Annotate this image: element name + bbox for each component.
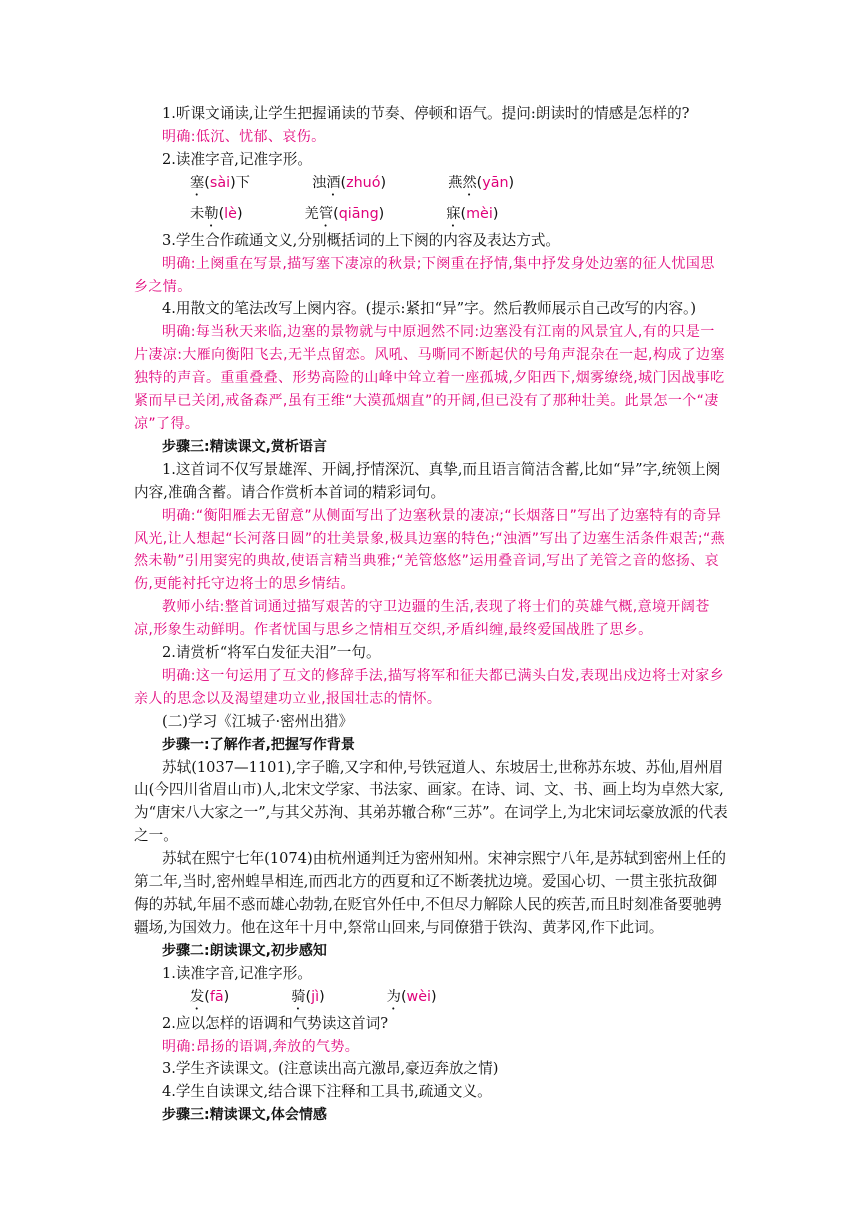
body-text: 2.应以怎样的语调和气势读这首词?: [162, 1014, 389, 1032]
body-text: 2.读准字音,记准字形。: [162, 150, 312, 168]
pronunciation-item: 羌管(qiāng): [304, 205, 385, 222]
pinyin: wèi: [406, 988, 431, 1005]
step-heading: 步骤三:精读课文,体会情感: [162, 1107, 327, 1124]
pinyin: mèi: [466, 205, 493, 222]
pronunciation-item: 为(wèi): [386, 988, 437, 1005]
pinyin: jì: [311, 988, 320, 1005]
pinyin: qiāng: [338, 205, 379, 222]
pinyin: lè: [224, 205, 237, 222]
pronunciation-item: 发(fā): [190, 988, 230, 1005]
body-text: 1.这首词不仅写景雄浑、开阔,抒情深沉、真挚,而且语言简洁含蓄,比如“异”字,统领上阕内容,准确含蓄。请合作赏析本首词的精彩词句。: [134, 460, 721, 501]
answer-text: 明确:昂扬的语调,奔放的气势。: [162, 1038, 360, 1055]
pronunciation-item: 骑(jì): [291, 988, 325, 1005]
target-char: 为: [386, 988, 401, 1005]
target-char: 寐: [446, 205, 461, 222]
pronunciation-row: [134, 172, 728, 199]
body-text: 1.读准字音,记准字形。: [162, 964, 312, 982]
word-char: 羌: [304, 205, 319, 222]
pinyin: sài: [209, 174, 231, 191]
body-text: 2.请赏析“将军白发征夫泪”一句。: [162, 644, 381, 662]
pronunciation-item: 塞(sài)下: [190, 174, 250, 191]
target-char: 酒: [326, 174, 341, 191]
intro-lines: [134, 103, 728, 172]
word-char: 下: [235, 174, 250, 191]
document-page: [134, 103, 728, 1127]
body-text: 1.听课文诵读,让学生把握诵读的节奏、停顿和语气。提问:朗读时的情感是怎样的?: [162, 105, 690, 122]
pronunciation-item: 燕然(yān): [448, 174, 515, 191]
target-char: 管: [318, 205, 334, 222]
pronunciation-row: [134, 986, 728, 1013]
answer-text: 明确:这一句运用了互文的修辞手法,描写将军和征夫都已满头白发,表现出戍边将士对家乡亲人的思念以及渴望建功立业,报国壮志的情怀。: [134, 667, 725, 707]
closing-lines: [134, 1013, 728, 1128]
pronunciation-item: 未勒(lè): [190, 205, 243, 222]
step-heading: 步骤一:了解作者,把握写作背景: [162, 736, 355, 753]
target-char: 发: [190, 988, 205, 1005]
pronunciation-item: 寐(mèi): [446, 205, 499, 222]
answer-text: 明确:上阕重在写景,描写塞下凄凉的秋景;下阕重在抒情,集中抒发身处边塞的征人忧国思乡之情。: [134, 255, 715, 295]
pinyin: zhuó: [346, 174, 381, 191]
word-char: 浊: [311, 174, 327, 191]
word-char: 燕: [448, 174, 463, 191]
body-text: (二)学习《江城子·密州出猎》: [162, 712, 354, 730]
body-text: 苏轼(1037—1101),字子瞻,又字和仲,号铁冠道人、东坡居士,世称苏东坡、苏仙,眉州眉山(今四川省眉山市)人,北宋文学家、书法家、画家。在诗、词、文、书、画上均为卓然大家,为“唐宋八大家之一”,与其父苏洵、其弟苏辙合称“三苏”。在词学上,为北宋词坛豪放派的代表之一。: [134, 758, 728, 845]
pronunciation-item: 浊酒(zhuó): [311, 174, 387, 191]
target-char: 骑: [291, 988, 306, 1005]
step-heading: 步骤二:朗读课文,初步感知: [162, 942, 327, 959]
pronunciation-row: [134, 203, 728, 230]
body-text: 苏轼在熙宁七年(1074)由杭州通判迁为密州知州。宋神宗熙宁八年,是苏轼到密州上任的第二年,当时,密州蝗旱相连,而西北方的西夏和辽不断袭扰边境。爱国心切、一贯主张抗敌御侮的苏轼,年届不惑而雄心勃勃,在贬官外任中,不但尽力解除人民的疾苦,而且时刻准备要驰骋疆场,为国效力。他在这年十月中,祭常山回来,与同僚猎于铁沟、黄茅冈,作下此词。: [134, 850, 726, 936]
target-char: 塞: [190, 174, 205, 191]
answer-text: 明确:每当秋天来临,边塞的景物就与中原迥然不同:边塞没有江南的风景宜人,有的只是一片凄凉:大雁向衡阳飞去,无半点留恋。风吼、马嘶同不断起伏的号角声混杂在一起,构成了边塞独特的声音。重重叠叠、形势高险的山峰中耸立着一座孤城,夕阳西下,烟雾缭绕,城门因战事吃紧而早已关闭,戒备森严,虽有王维“大漠孤烟直”的开阔,但已没有了那种壮美。此景怎一个“凄凉”了得。: [134, 324, 725, 432]
answer-text: 明确:低沉、忧郁、哀伤。: [162, 128, 326, 145]
answer-text: 明确:“衡阳雁去无留意”从侧面写出了边塞秋景的凄凉;“长烟落日”写出了边塞特有的奇异风光,让人想起“长河落日圆”的壮美景象,极具边塞的特色;“浊酒”写出了边塞生活条件艰苦;“燕然未勒”引用窦宪的典故,使语言精当典雅;“羌管悠悠”运用叠音词,写出了羌管之音的悠扬、哀伤,更能衬托守边将士的思乡情结。: [134, 507, 725, 593]
target-char: 然: [462, 174, 477, 191]
word-char: 未: [190, 205, 205, 222]
pinyin: fā: [209, 988, 224, 1005]
body-lines: [134, 230, 728, 986]
body-text: 3.学生合作疏通文义,分别概括词的上下阕的内容及表达方式。: [162, 231, 561, 249]
body-text: 3.学生齐读课文。(注意读出高亢激昂,豪迈奔放之情): [162, 1060, 499, 1078]
answer-text: 教师小结:整首词通过描写艰苦的守卫边疆的生活,表现了将士们的英雄气概,意境开阔苍凉,形象生动鲜明。作者忧国与思乡之情相互交织,矛盾纠缠,最终爱国战胜了思乡。: [134, 599, 710, 639]
target-char: 勒: [204, 205, 219, 222]
body-text: 4.用散文的笔法改写上阕内容。(提示:紧扣“异”字。然后教师展示自己改写的内容。): [162, 300, 697, 318]
pinyin: yān: [482, 174, 509, 191]
body-text: 4.学生自读课文,结合课下注释和工具书,疏通文义。: [162, 1083, 492, 1101]
step-heading: 步骤三:精读课文,赏析语言: [162, 438, 327, 455]
